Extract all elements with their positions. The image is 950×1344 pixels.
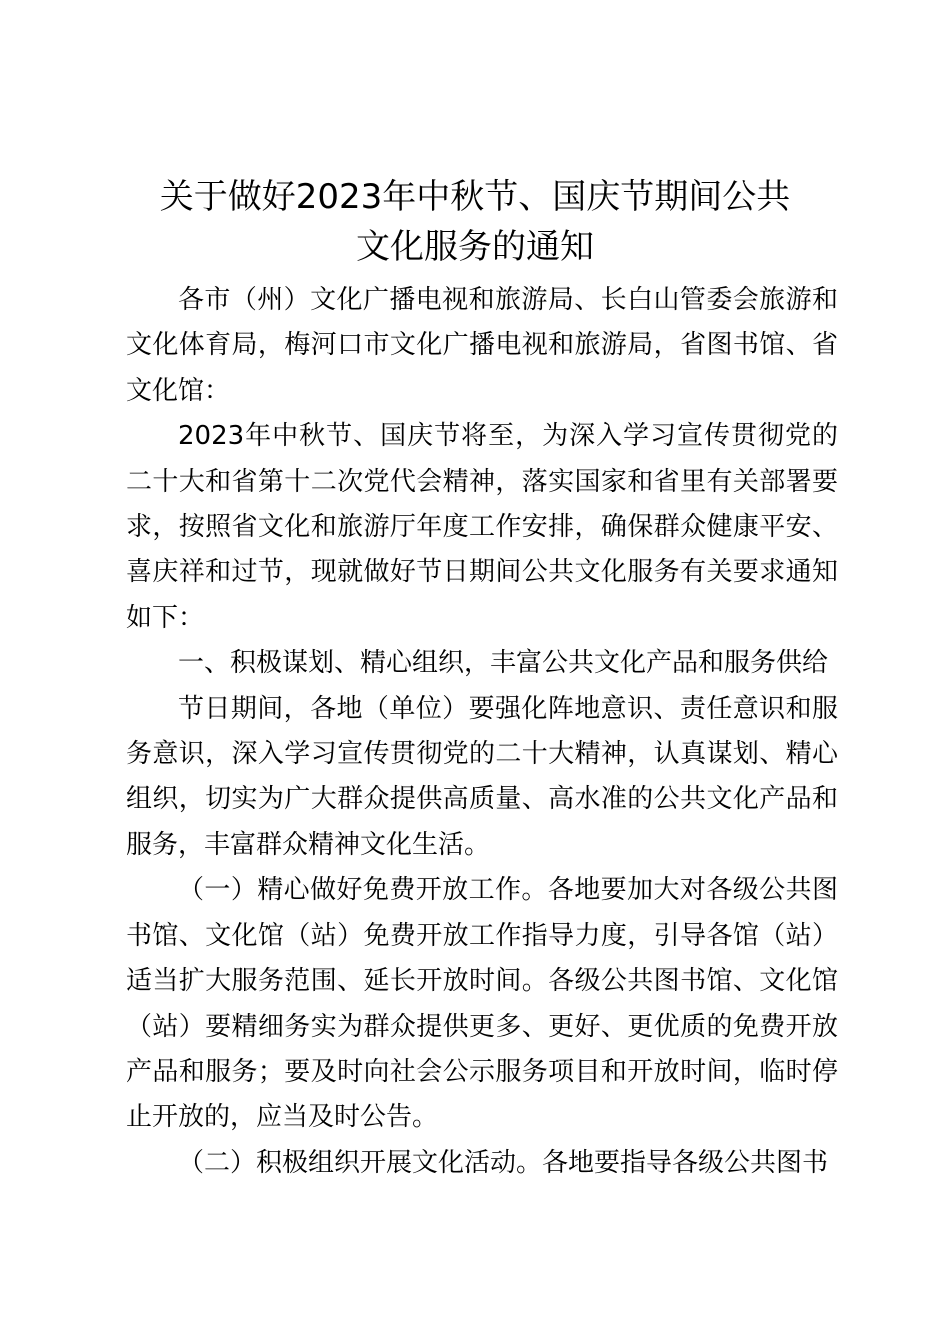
section-1-paragraph: 节日期间，各地（单位）要强化阵地意识、责任意识和服务意识，深入学习宣传贯彻党的二十大精神，认真谋划、精心组织，切实为广大群众提供高质量、高水准的公共文化产品和服务，丰富群众精神文化生活。 bbox=[126, 693, 838, 860]
document-body bbox=[126, 278, 838, 1186]
item-2-paragraph: （二）积极组织开展文化活动。各地要指导各级公共图书 bbox=[178, 1147, 829, 1178]
item-1-paragraph: （一）精心做好免费开放工作。各地要加大对各级公共图书馆、文化馆（站）免费开放工作指导力度，引导各馆（站）适当扩大服务范围、延长开放时间。各级公共图书馆、文化馆（站）要精细务实为群众提供更多、更好、更优质的免费开放产品和服务；要及时向社会公示服务项目和开放时间，临时停止开放的，应当及时公告。 bbox=[126, 875, 838, 1133]
document-title bbox=[120, 172, 830, 272]
title-line-2: 文化服务的通知 bbox=[356, 227, 594, 267]
title-line-1: 关于做好2023年中秋节、国庆节期间公共 bbox=[159, 177, 791, 217]
section-heading-1: 一、积极谋划、精心组织，丰富公共文化产品和服务供给 bbox=[178, 648, 829, 679]
salutation-paragraph: 各市（州）文化广播电视和旅游局、长白山管委会旅游和文化体育局，梅河口市文化广播电视和旅游局，省图书馆、省文化馆： bbox=[126, 285, 838, 406]
intro-paragraph: 2023年中秋节、国庆节将至，为深入学习宣传贯彻党的二十大和省第十二次党代会精神，落实国家和省里有关部署要求，按照省文化和旅游厅年度工作安排，确保群众健康平安、喜庆祥和过节，现就做好节日期间公共文化服务有关要求通知如下： bbox=[126, 421, 838, 633]
